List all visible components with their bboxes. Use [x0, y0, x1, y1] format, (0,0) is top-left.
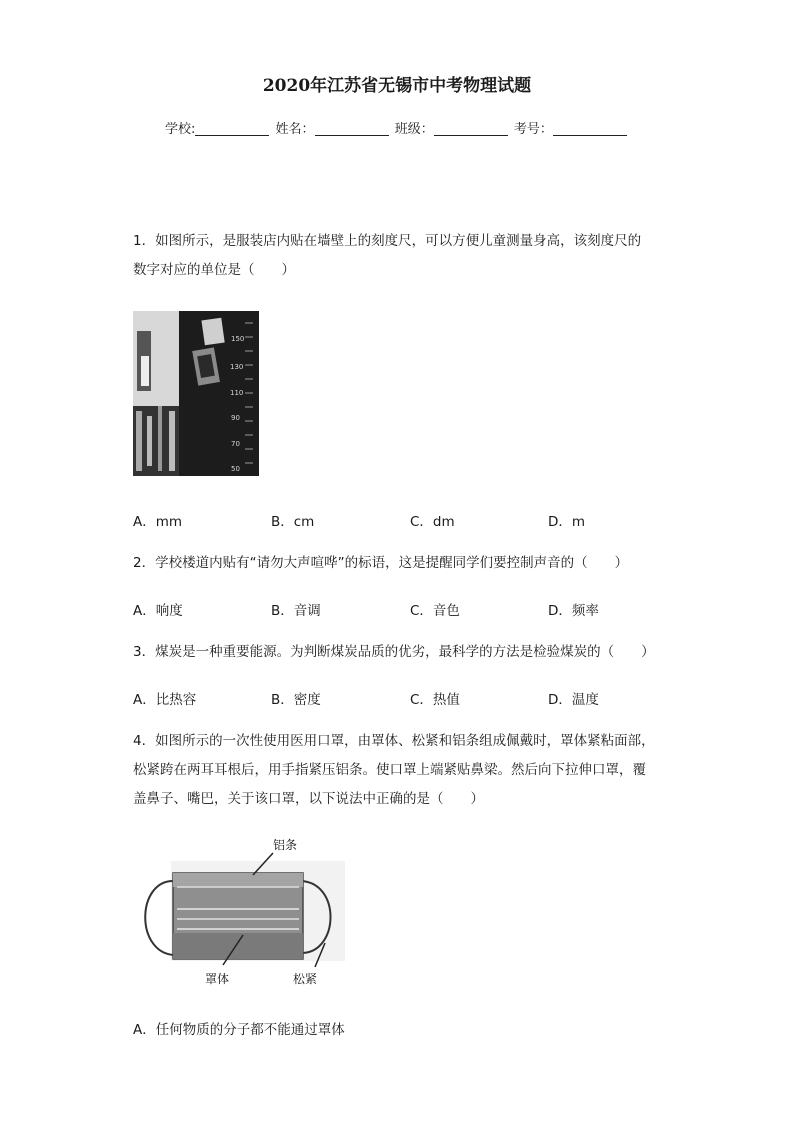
- ruler-tick-90: 90: [231, 414, 240, 422]
- mask-label-elastic: 松紧: [293, 972, 318, 986]
- q2-option-a[interactable]: A．响度: [133, 603, 183, 619]
- school-label: 学校:: [165, 122, 196, 137]
- question-4-line-1: 4．如图所示的一次性使用医用口罩，由罩体、松紧和铝条组成佩戴时，罩体紧粘面部，: [133, 733, 655, 749]
- q1-option-b[interactable]: B．cm: [271, 514, 315, 530]
- question-4-line-3: 盖鼻子、嘴巴，关于该口罩，以下说法中正确的是（ ）: [133, 791, 484, 807]
- class-label: 班级：: [394, 122, 434, 137]
- ruler-tick-110: 110: [230, 389, 244, 397]
- question-2: [133, 549, 673, 578]
- name-label: 姓名：: [275, 122, 315, 137]
- q2-option-c[interactable]: C．音色: [410, 603, 460, 619]
- ruler-tick-130: 130: [230, 363, 244, 371]
- question-4-line-2: 松紧跨在两耳耳根后，用手指紧压铝条。使口罩上端紧贴鼻梁。然后向下拉伸口罩，覆: [133, 762, 646, 778]
- question-1-line-1: 1．如图所示，是服装店内贴在墙壁上的刻度尺，可以方便儿童测量身高，该刻度尺的: [133, 233, 642, 249]
- exam-no-label: 考号：: [513, 122, 553, 137]
- q1-option-a[interactable]: A．mm: [133, 514, 183, 530]
- q3-option-c[interactable]: C．热值: [410, 692, 460, 708]
- exam-title: 2020年江苏省无锡市中考物理试题: [262, 76, 532, 96]
- q2-option-b[interactable]: B．音调: [271, 603, 321, 619]
- q2-option-d[interactable]: D．频率: [548, 603, 599, 619]
- q4-option-a[interactable]: A．任何物质的分子都不能通过罩体: [133, 1022, 345, 1038]
- ruler-tick-50: 50: [231, 465, 240, 473]
- ruler-tick-70: 70: [231, 440, 240, 448]
- question-1-line-2: 数字对应的单位是（ ）: [133, 262, 295, 278]
- q1-option-d[interactable]: D．m: [548, 514, 586, 530]
- question-3: [133, 638, 673, 667]
- q3-option-a[interactable]: A．比热容: [133, 692, 197, 708]
- question-4: [133, 727, 673, 814]
- question-2-line-1: 2．学校楼道内贴有“请勿大声喧哗”的标语，这是提醒同学们要控制声音的（ ）: [133, 555, 629, 571]
- ruler-tick-150: 150: [231, 335, 245, 343]
- question-3-line-1: 3．煤炭是一种重要能源。为判断煤炭品质的优劣，最科学的方法是检验煤炭的（ ）: [133, 644, 655, 660]
- class-blank[interactable]: [434, 121, 508, 136]
- mask-label-strip: 铝条: [273, 838, 298, 852]
- mask-label-body: 罩体: [205, 972, 230, 986]
- mask-figure: [133, 833, 346, 990]
- question-1: [133, 227, 673, 285]
- exam-no-blank[interactable]: [553, 121, 627, 136]
- name-blank[interactable]: [315, 121, 389, 136]
- q3-option-b[interactable]: B．密度: [271, 692, 321, 708]
- q1-option-c[interactable]: C．dm: [410, 514, 455, 530]
- school-blank[interactable]: [195, 121, 269, 136]
- q3-option-d[interactable]: D．温度: [548, 692, 599, 708]
- ruler-photo: [133, 311, 259, 476]
- student-info-line: [165, 118, 629, 137]
